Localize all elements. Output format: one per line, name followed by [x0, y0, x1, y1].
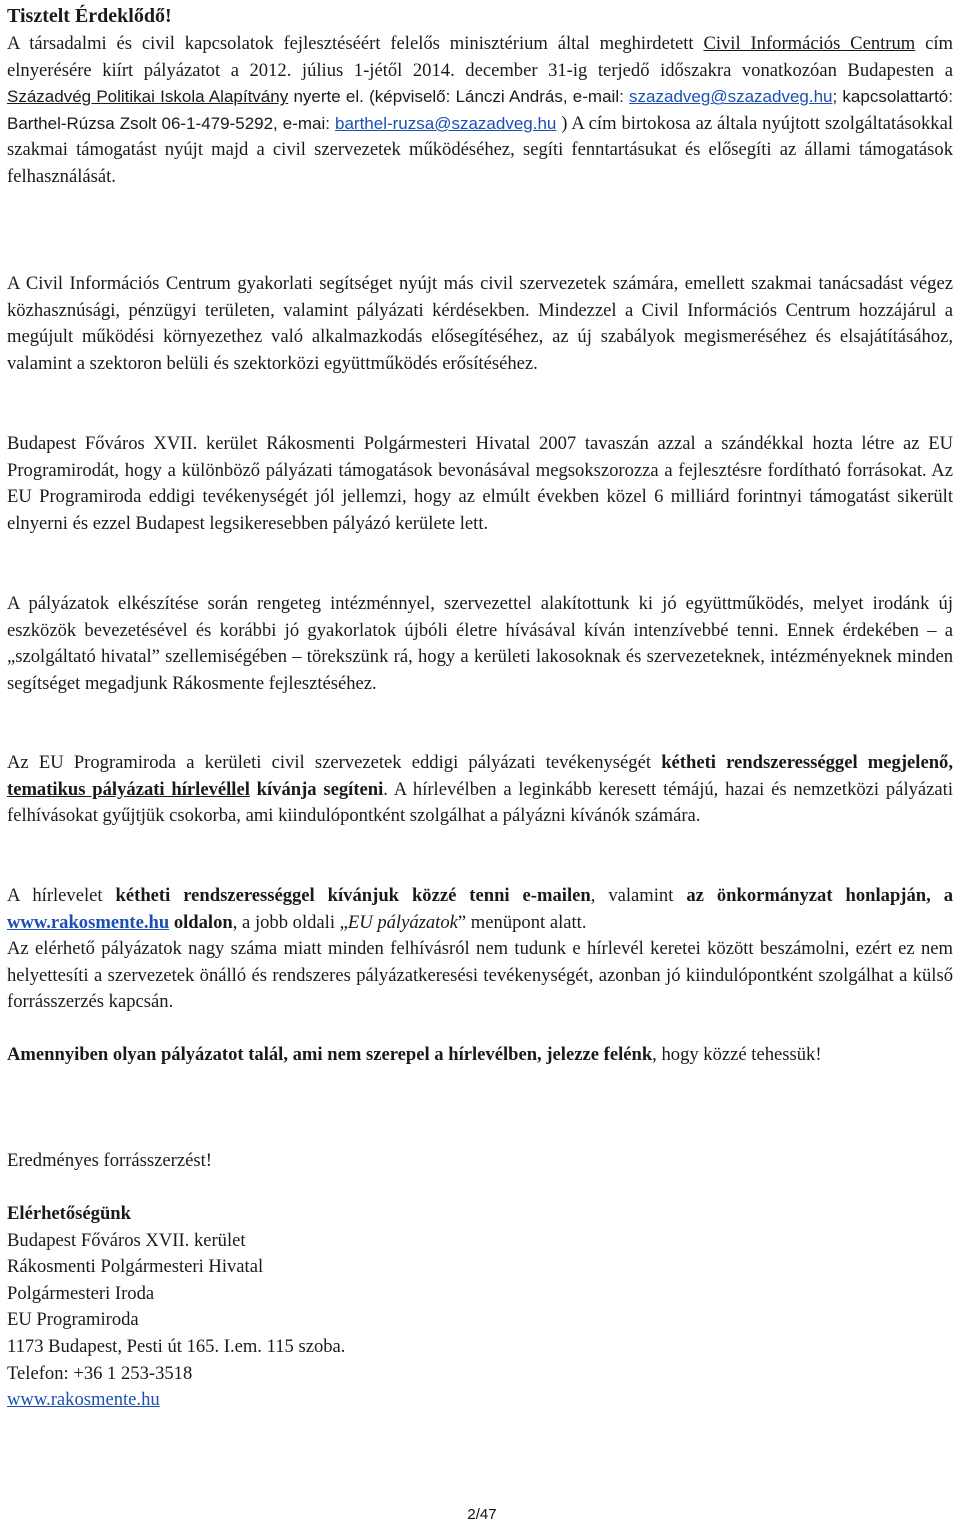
paragraph-newsletter: Az EU Programiroda a kerületi civil szervezetek eddigi pályázati tevékenységét kétheti rendszerességgel megjelenő, tematikus pályázati hírlevéllel kívánja segíteni. A hírlevélben a leginkább keresett témájú, hazai és nemzetközi pályázati felhívásokat gyűjtjük csokorba, ami kiindulópontként szolgálhat a pályázni kívánók számára. — [7, 752, 953, 827]
greeting-heading: Tisztelt Érdeklődő! — [7, 5, 172, 27]
website-link-inline[interactable]: www.rakosmente.hu — [7, 911, 170, 933]
contact-line: Polgármesteri Iroda — [7, 1282, 155, 1304]
page-number: 2/47 — [467, 1506, 497, 1523]
foundation-link[interactable]: Századvég Politikai Iskola Alapítvány — [7, 87, 289, 107]
closing-text: Eredményes forrásszerzést! — [7, 1150, 212, 1171]
paragraph-publication: A hírlevelet kétheti rendszerességgel kívánjuk közzé tenni e-mailen, valamint az önkormányzat honlapján, a www.rakosmente.hu oldalon, a jobb oldali „EU pályázatok” menüpont alatt. Az elérhető pályázatok nagy száma miatt minden felhívásról nem tudunk e hírlevél keretei között beszámolni, ezért ez nem helyettesíti a szervezetek önálló és rendszeres pályázatkeresési tevékenységét, azonban jó kiindulópontként szolgálhat a külső forrásszerzés kapcsán. — [7, 885, 954, 1013]
paragraph-intro: A társadalmi és civil kapcsolatok fejlesztéséért felelős minisztérium által meghirdetett Civil Információs Centrum cím elnyerésére kiírt pályázatot a 2012. július 1-jétől 2014. december 31-ig terjedő időszakra vonatkozóan Budapesten a Századvég Politikai Iskola Alapítvány nyerte el. (képviselő: Lánczi András, e-mail: szazadveg@szazadveg.hu; kapcsolattartó: Barthel-Rúzsa Zsolt 06-1-479-5292, e-mai: barthel-ruzsa@szazadveg.hu ) A cím birtokosa az általa nyújtott szolgáltatásokkal szakmai támogatást nyújt majd a civil szervezetek működéséhez, segíti fenntartásukat és elősegíti az állami támogatások felhasználását. — [7, 33, 953, 187]
website-link[interactable]: www.rakosmente.hu — [7, 1389, 160, 1411]
contact-line: Telefon: +36 1 253-3518 — [7, 1362, 193, 1384]
paragraph-cooperation: A pályázatok elkészítése során rengeteg intézménnyel, szervezettel alakítottunk ki jó együttműködés, melyet irodánk új eszközök bevezetésével és korábbi jó gyakorlatok újbóli életre hívásával kíván intenzívebbé tenni. Ennek érdekében – a „szolgáltató hivatal” szellemiségében – törekszünk rá, hogy a kerületi lakosoknak és szervezeteknek, intézményeknek minden segítséget megadjunk Rákosmente fejlesztéséhez. — [7, 593, 953, 694]
contact-title: Elérhetőségünk — [7, 1203, 131, 1224]
paragraph-district: Budapest Főváros XVII. kerület Rákosmenti Polgármesteri Hivatal 2007 tavaszán azzal a szándékkal hozta létre az EU Programirodát, hogy a különböző pályázati támogatások bevonásával megsokszorozza a fejlesztésre fordítható forrásokat. Az EU Programiroda eddigi tevékenységét jól jellemzi, hogy az elmúlt években közel 6 milliárd forintnyi támogatást sikerült elnyerni és ezzel Budapest legsikeresebben pályázó kerülete lett. — [7, 433, 953, 534]
cic-link[interactable]: Civil Információs Centrum — [703, 33, 916, 54]
paragraph-cic: A Civil Információs Centrum gyakorlati segítséget nyújt más civil szervezetek számára, emellett szakmai tanácsadást végez közhasznúsági, pénzügyi területen, valamint pályázati kérdésekben. Mindezzel a Civil Információs Centrum hozzájárul a megújult működési környezethez való alkalmazkodás elősegítéséhez, az új szabályok megismeréséhez és elsajátításához, valamint a szektoron belüli és szektorközi együttműködés erősítéséhez. — [7, 273, 953, 374]
contact-line: Budapest Főváros XVII. kerület — [7, 1229, 246, 1251]
email-link-2[interactable]: barthel-ruzsa@szazadveg.hu — [335, 113, 557, 133]
contact-line: 1173 Budapest, Pesti út 165. I.em. 115 szoba. — [7, 1335, 346, 1357]
contact-line: Rákosmenti Polgármesteri Hivatal — [7, 1256, 264, 1278]
contact-block — [7, 1201, 607, 1414]
paragraph-request: Amennyiben olyan pályázatot talál, ami nem szerepel a hírlevélben, jelezze felénk, hogy közzé tehessük! — [7, 1044, 822, 1065]
email-link-1[interactable]: szazadveg@szazadveg.hu — [629, 87, 833, 107]
contact-line: EU Programiroda — [7, 1309, 139, 1331]
